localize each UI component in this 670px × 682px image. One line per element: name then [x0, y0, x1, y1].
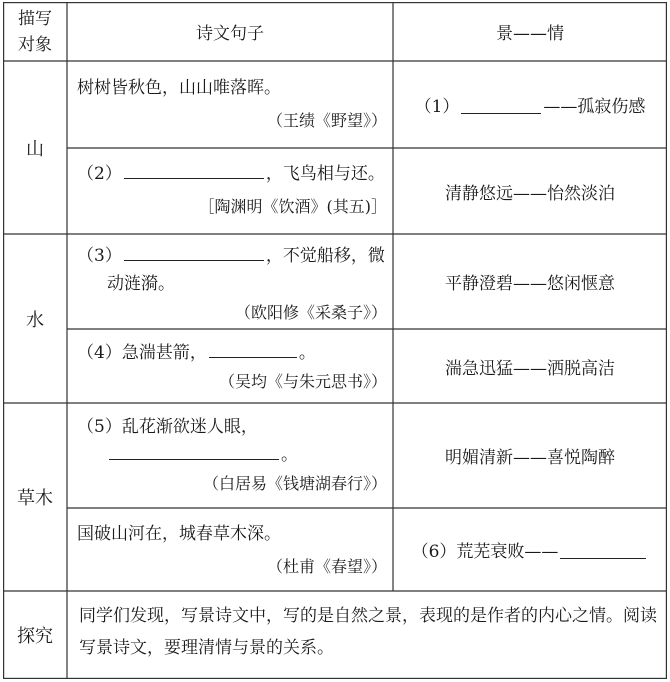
poem-row-1	[77, 74, 387, 134]
poem-suffix: ，不觉船移，微	[265, 246, 385, 266]
feeling-suffix: ——孤寂伤感	[543, 97, 646, 117]
poem-suffix: 。	[281, 445, 298, 465]
feeling-row-3: 平静澄碧——悠闲惬意	[445, 274, 615, 294]
poem-row-5	[77, 413, 387, 497]
feeling-prefix: （6）荒芜衰败——	[411, 542, 559, 562]
poem-source: （王绩《野望》）	[266, 111, 387, 130]
feeling-row-6	[393, 508, 667, 591]
poem-prefix: （3）	[77, 246, 122, 266]
poem-suffix: 。	[298, 343, 316, 363]
poem-line-2: 动涟漪。	[107, 274, 175, 294]
poem-row-6	[77, 520, 387, 580]
poem-source: ［陶渊明《饮酒》(其五)］	[198, 197, 387, 216]
object-water: 水	[26, 309, 44, 331]
header-feeling: 景——情	[496, 24, 564, 44]
feeling-row-5: 明媚清新——喜悦陶醉	[445, 448, 615, 468]
poetry-table	[3, 2, 667, 679]
feeling-prefix: （1）	[414, 97, 460, 117]
poem-source: （吴均《与朱元思书》）	[218, 372, 387, 391]
answer-blank-3[interactable]	[124, 242, 264, 261]
answer-blank-5[interactable]	[109, 441, 279, 460]
answer-blank-6[interactable]	[560, 540, 646, 559]
header-object	[3, 2, 67, 61]
poem-line: 国破山河在，城春草木深。	[77, 524, 281, 544]
answer-blank-2[interactable]	[124, 160, 264, 179]
poem-line: 树树皆秋色，山山唯落晖。	[77, 78, 281, 98]
header-object-line1: 描写	[18, 8, 52, 29]
poem-line: （5）乱花渐欲迷人眼，	[77, 417, 258, 437]
poem-suffix: ，飞鸟相与还。	[265, 164, 385, 184]
poem-prefix: （4）急湍甚箭，	[77, 343, 207, 363]
object-plants: 草木	[17, 488, 53, 509]
answer-blank-4[interactable]	[209, 339, 297, 358]
poem-source: （欧阳修《采桑子》）	[234, 303, 387, 322]
poem-row-2	[77, 160, 387, 220]
object-inquiry: 探究	[17, 626, 53, 647]
header-poem: 诗文句子	[196, 24, 264, 44]
poem-source: （杜甫《春望》）	[266, 557, 387, 576]
poem-row-4	[77, 339, 387, 395]
inquiry-text: 同学们发现，写景诗文中，写的是自然之景，表现的是作者的内心之情。阅读写景诗文，要理清情与景的关系。	[79, 606, 657, 658]
object-mountain: 山	[26, 138, 44, 160]
poem-prefix: （2）	[77, 164, 122, 184]
header-object-line2: 对象	[18, 34, 52, 55]
poem-row-3	[77, 242, 387, 326]
poem-source: （白居易《钱塘湖春行》）	[202, 474, 387, 493]
feeling-row-2: 清静悠远——怡然淡泊	[445, 183, 615, 204]
feeling-row-1	[393, 61, 667, 148]
answer-blank-1[interactable]	[461, 95, 541, 114]
feeling-row-4: 湍急迅猛——洒脱高洁	[445, 358, 615, 379]
